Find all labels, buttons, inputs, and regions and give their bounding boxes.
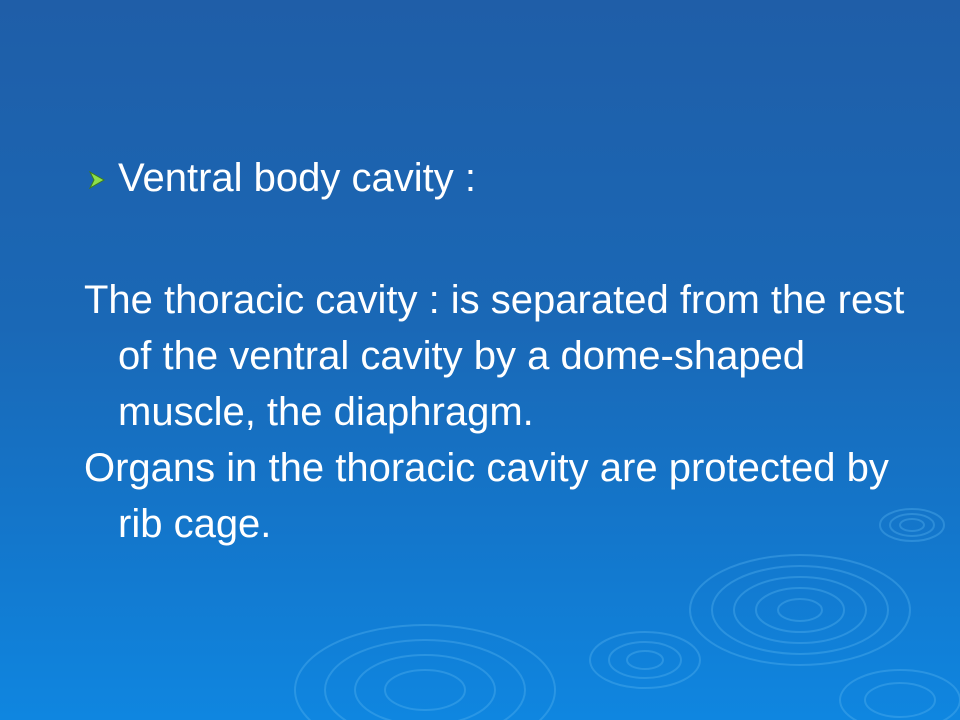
bullet-heading-row xyxy=(86,152,476,204)
paragraph-thoracic-cavity: The thoracic cavity : is separated from the rest of the ventral cavity by a dome-shaped muscle, the diaphragm. xyxy=(84,278,905,434)
slide-heading: Ventral body cavity : xyxy=(118,156,476,200)
arrow-bullet-icon xyxy=(86,169,108,191)
paragraph-organs-protection: Organs in the thoracic cavity are protected by rib cage. xyxy=(84,446,889,546)
